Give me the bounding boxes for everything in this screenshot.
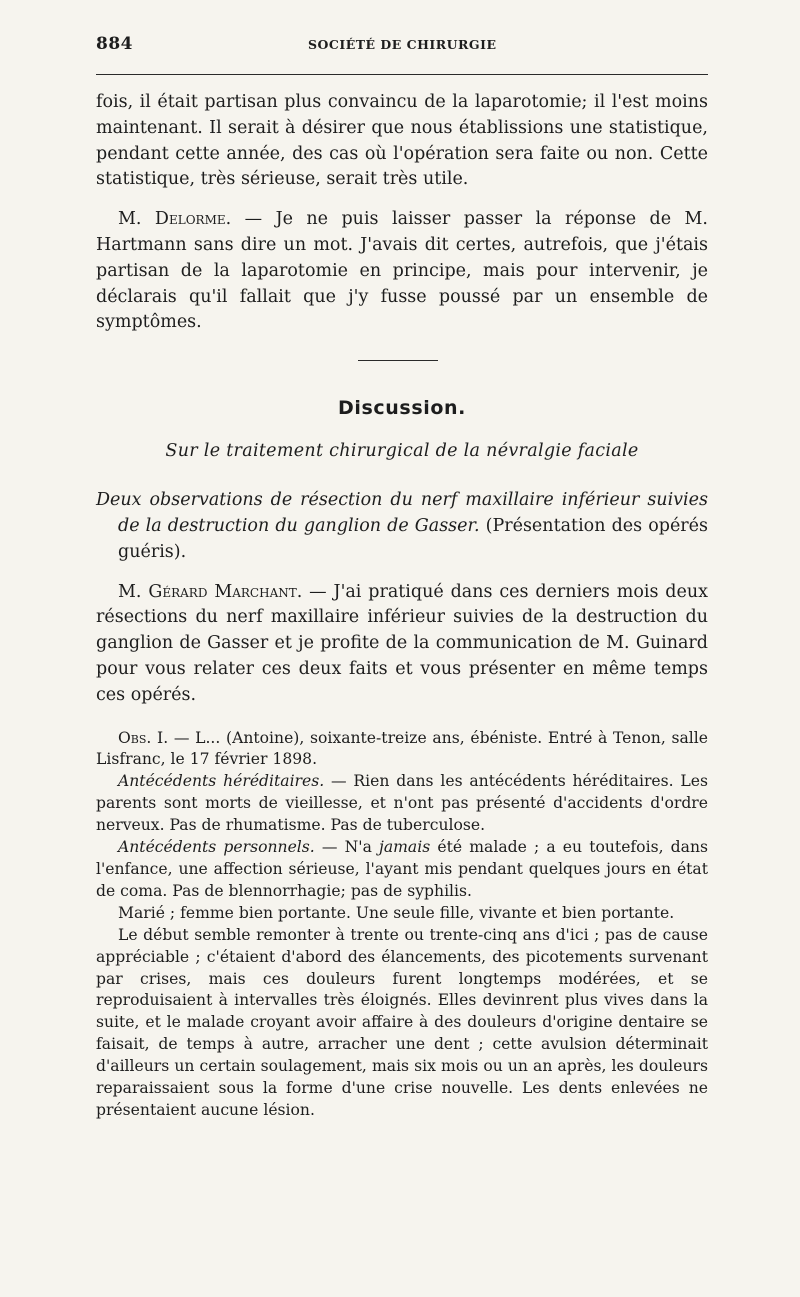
personal-label: Antécédents personnels. [118,838,315,857]
delorme-text: — Je ne puis laisser passer la réponse de M. Hartmann sans dire un mot. J'avais dit certes, autrefois, que j'étais partisan de la laparotomie en principe, mais pour intervenir, je déclarais qu'il fallait que j'y fusse poussé par un ensemble de symptômes. [96,209,708,333]
journal-title: SOCIÉTÉ DE CHIRURGIE [308,37,497,52]
marchant-text: — J'ai pratiqué dans ces derniers mois deux résections du nerf maxillaire inférieur suivies de la destruction du ganglion de Gasser et je profite de la communication de M. Guinard pour vous relater ces deux faits et vous présenter en même temps ces opérés. [96,581,708,705]
family-paragraph: Marié ; femme bien portante. Une seule fille, vivante et bien portante. [118,903,675,922]
personal-paragraph [96,837,708,903]
observation-label: Obs. I. [118,728,169,747]
running-head [96,34,708,60]
heredity-text: — Rien dans les antécédents héréditaires. Les parents sont morts de vieillesse, et n'ont pas présenté d'accidents d'ordre nerveux. Pas de rhumatisme. Pas de tuberculose. [96,772,709,835]
page-body [96,90,708,1122]
heredity-label: Antécédents héréditaires. [118,772,325,791]
spacer [96,336,708,360]
spacer [96,464,708,488]
spacer [96,193,708,207]
marchant-paragraph [96,580,708,709]
spacer [96,566,708,580]
heredity-paragraph [96,771,708,837]
personal-dash: — N'a [314,838,380,857]
personal-text: été malade ; a eu toutefois, dans l'enfance, une affection sérieuse, l'ayant mis pendant quelques jours en état de coma. Pas de blennorrhagie; pas de syphilis. [96,838,708,900]
paragraph-continuation: fois, il était partisan plus convaincu de la laparotomie; il l'est moins maintenant. Il serait à désirer que nous établissions une statistique, pendant cette année, des cas où l'opération sera faite ou non. Cette statistique, très sérieuse, serait très utile. [96,92,708,190]
observation-intro [96,728,708,772]
spacer [96,709,708,728]
presentation-title [96,488,708,565]
delorme-paragraph [96,207,708,336]
observation-intro-text: — L... (Antoine), soixante-treize ans, ébéniste. Entré à Tenon, salle Lisfranc, le 17 février 1898. [96,728,708,769]
spacer [96,421,708,438]
personal-jamais: jamais [379,838,431,857]
onset-paragraph: Le début semble remonter à trente ou trente-cinq ans d'ici ; pas de cause appréciable ; c'étaient d'abord des élancements, des picotements survenant par crises, mais ces douleurs furent longtemps modérées, et se reproduisaient à intervalles très éloignés. Elles devinrent plus vives dans la suite, et le malade croyant avoir affaire à des douleurs d'origine dentaire se faisait, de temps à autre, arracher une dent ; cette avulsion déterminait d'ailleurs un certain soulagement, mais six mois ou un an après, les douleurs reparaissaient sous la forme d'une crise nouvelle. Les dents enlevées ne présentaient aucune lésion. [96,925,708,1119]
presentation-title-italic: Deux observations de résection du nerf maxillaire inférieur suivies de la destruction du ganglion de Gasser. [96,490,708,536]
presentation-note: (Présentation des opérés guéris). [118,515,709,562]
speaker-name: M. Delorme. [118,209,232,230]
section-title: Discussion. [338,397,466,420]
page-number: 884 [96,34,133,54]
header-rule [96,74,708,75]
discussion-subject: Sur le traitement chirurgical de la névralgie faciale [165,441,639,462]
speaker-name: M. Gérard Marchant. [118,581,303,602]
spacer [96,361,708,395]
